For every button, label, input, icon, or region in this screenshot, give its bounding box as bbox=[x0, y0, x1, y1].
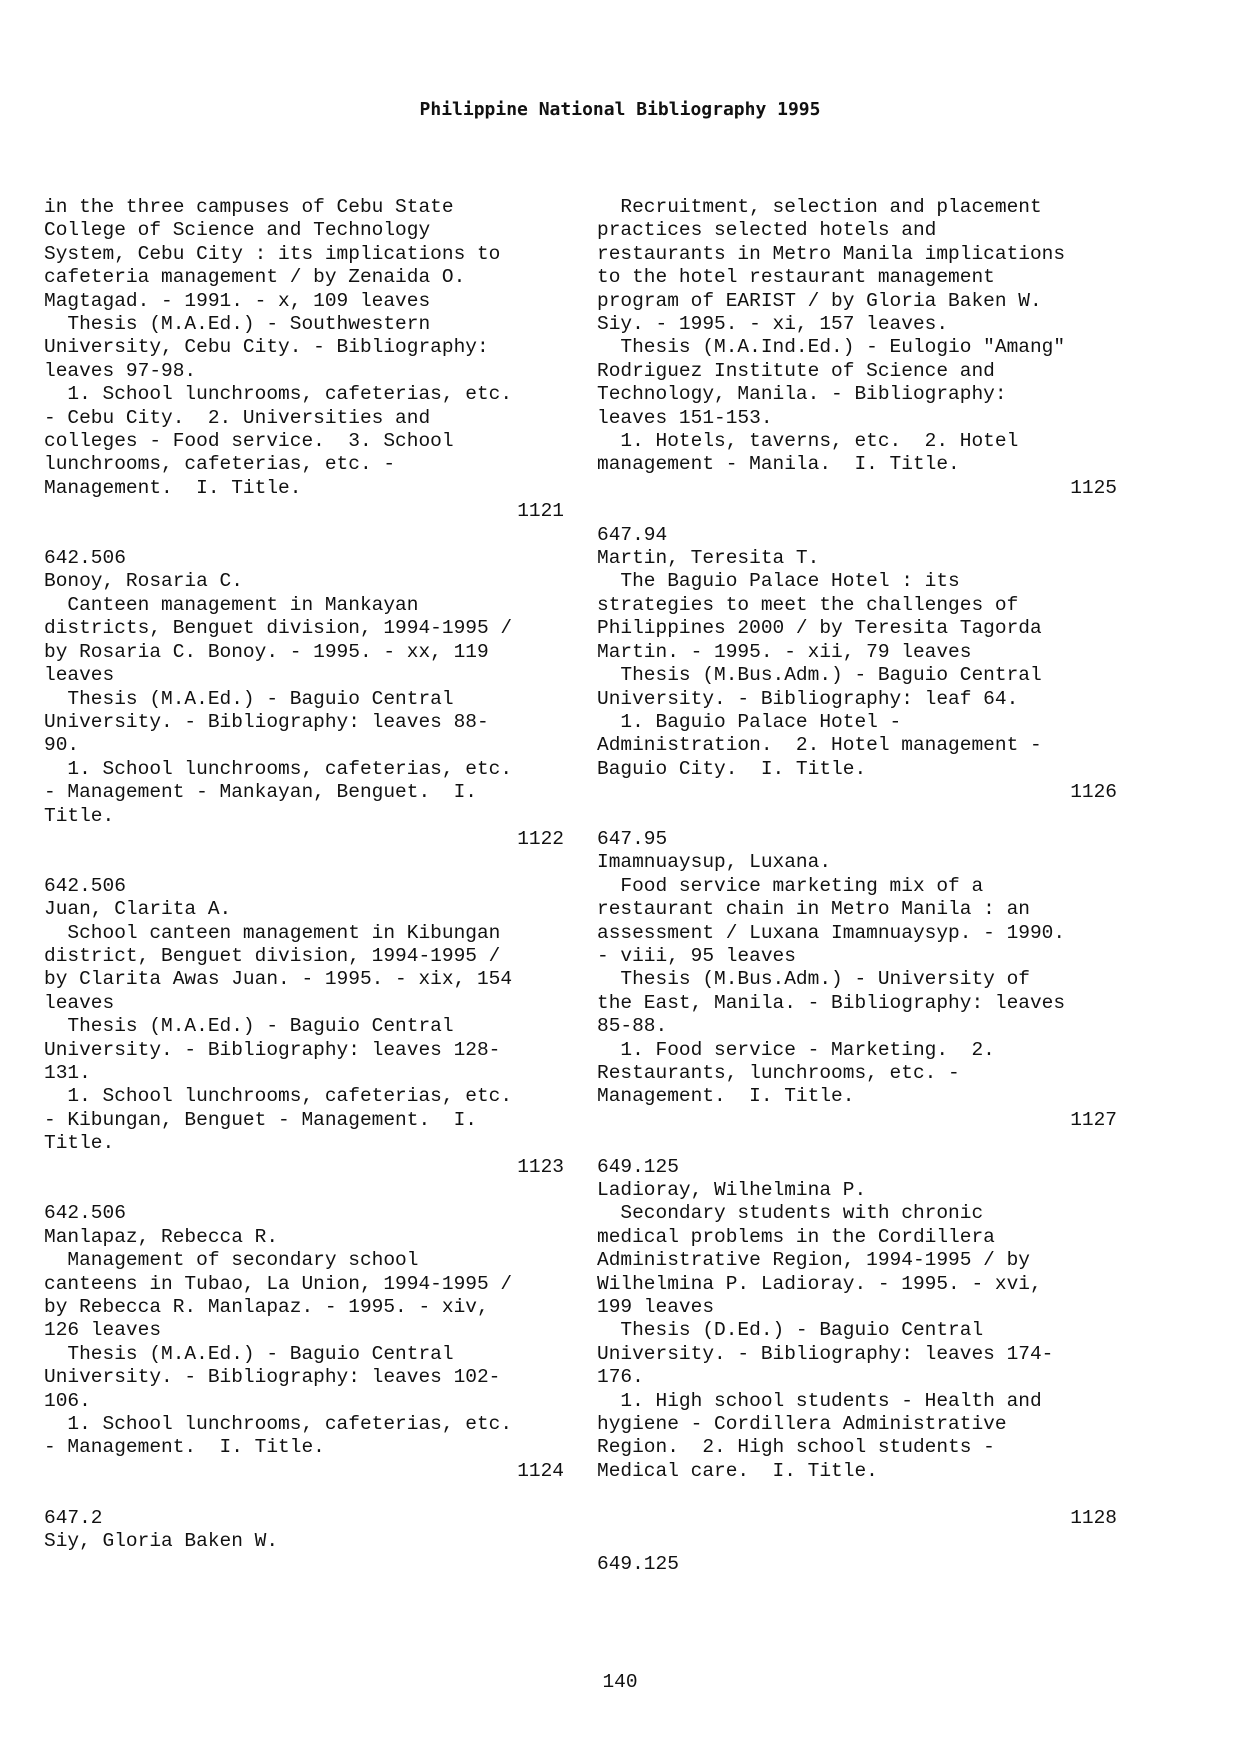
entry-line: 199 leaves bbox=[597, 1296, 715, 1319]
entry-line: Bonoy, Rosaria C. bbox=[44, 570, 243, 593]
entry-line: Thesis (M.A.Ed.) - Baguio Central bbox=[44, 1015, 454, 1038]
entry-line: Recruitment, selection and placement bbox=[597, 196, 1042, 218]
entry-line: colleges - Food service. 3. School bbox=[44, 430, 454, 453]
entry-line: 176. bbox=[597, 1366, 644, 1389]
entry-line: Martin, Teresita T. bbox=[597, 547, 820, 570]
bibliography-entry bbox=[44, 547, 564, 851]
entry-line: University. - Bibliography: leaves 128- bbox=[44, 1038, 501, 1061]
entry-line: Canteen management in Mankayan bbox=[44, 593, 419, 616]
bibliography-entry bbox=[44, 196, 564, 524]
entry-line: 1. School lunchrooms, cafeterias, etc. bbox=[44, 1413, 513, 1436]
bibliography-entry bbox=[44, 1202, 564, 1483]
entry-line: by Rebecca R. Manlapaz. - 1995. - xiv, bbox=[44, 1296, 489, 1319]
entry-number: 1128 bbox=[1070, 1506, 1117, 1529]
entry-line: Title. bbox=[44, 1132, 115, 1155]
entry-line bbox=[597, 1483, 1117, 1506]
entry-line: Region. 2. High school students - bbox=[597, 1436, 995, 1459]
bibliography-entry bbox=[597, 196, 1117, 500]
entry-line: strategies to meet the challenges of bbox=[597, 593, 1019, 616]
entry-line: restaurant chain in Metro Manila : an bbox=[597, 898, 1030, 921]
entry-line: Thesis (M.A.Ed.) - Southwestern bbox=[44, 313, 431, 336]
entry-line: Manlapaz, Rebecca R. bbox=[44, 1225, 279, 1248]
entry-number: 1122 bbox=[517, 827, 564, 850]
entry-line: district, Benguet division, 1994-1995 / bbox=[44, 944, 501, 967]
entry-line: 1. School lunchrooms, cafeterias, etc. bbox=[44, 757, 513, 780]
entry-line: 1. Hotels, taverns, etc. 2. Hotel bbox=[597, 430, 1019, 453]
bibliography-entry bbox=[597, 1553, 1117, 1576]
entry-line: 90. bbox=[44, 734, 80, 757]
entry-line: Siy. - 1995. - xi, 157 leaves. bbox=[597, 313, 949, 336]
entry-line: 642.506 bbox=[44, 1202, 126, 1225]
entry-line: - Cebu City. 2. Universities and bbox=[44, 406, 431, 429]
entry-number: 1123 bbox=[517, 1155, 564, 1178]
entry-line: medical problems in the Cordillera bbox=[597, 1225, 995, 1248]
entry-line: Ladioray, Wilhelmina P. bbox=[597, 1179, 867, 1202]
entry-line: Wilhelmina P. Ladioray. - 1995. - xvi, bbox=[597, 1272, 1042, 1295]
entry-line: 126 leaves bbox=[44, 1319, 162, 1342]
entry-line: Magtagad. - 1991. - x, 109 leaves bbox=[44, 289, 431, 312]
entry-line: Thesis (M.Bus.Adm.) - Baguio Central bbox=[597, 664, 1042, 687]
bibliography-entry bbox=[597, 1156, 1117, 1530]
entry-line: Rodriguez Institute of Science and bbox=[597, 359, 995, 382]
entry-line: Management of secondary school bbox=[44, 1249, 419, 1272]
entry-line: program of EARIST / by Gloria Baken W. bbox=[597, 289, 1042, 312]
entry-number: 1121 bbox=[517, 500, 564, 523]
entry-line: cafeteria management / by Zenaida O. bbox=[44, 266, 466, 289]
entry-line: practices selected hotels and bbox=[597, 219, 937, 242]
entry-line: - viii, 95 leaves bbox=[597, 944, 796, 967]
entry-line: Martin. - 1995. - xii, 79 leaves bbox=[597, 640, 972, 663]
entry-line: - Kibungan, Benguet - Management. I. bbox=[44, 1108, 477, 1131]
entry-line: leaves bbox=[44, 991, 115, 1014]
entry-line: Thesis (M.A.Ed.) - Baguio Central bbox=[44, 687, 454, 710]
entry-line: restaurants in Metro Manila implications bbox=[597, 242, 1066, 265]
entry-line: Administration. 2. Hotel management - bbox=[597, 734, 1042, 757]
entry-line: Medical care. I. Title. bbox=[597, 1459, 878, 1482]
bibliography-entry bbox=[597, 524, 1117, 805]
entry-line: Technology, Manila. - Bibliography: bbox=[597, 383, 1007, 406]
entry-line: 649.125 bbox=[597, 1155, 679, 1178]
page-number: 140 bbox=[602, 1671, 638, 1693]
entry-line: Management. I. Title. bbox=[44, 476, 302, 499]
entry-line: 106. bbox=[44, 1389, 91, 1412]
entry-line: Food service marketing mix of a bbox=[597, 874, 984, 897]
entry-line: leaves bbox=[44, 664, 115, 687]
entry-line: leaves 97-98. bbox=[44, 359, 197, 382]
entry-line: Siy, Gloria Baken W. bbox=[44, 1530, 279, 1553]
entry-line: University. - Bibliography: leaf 64. bbox=[597, 687, 1019, 710]
entry-line: Imamnuaysup, Luxana. bbox=[597, 851, 832, 874]
entry-line: University. - Bibliography: leaves 102- bbox=[44, 1366, 501, 1389]
entry-line: Juan, Clarita A. bbox=[44, 898, 232, 921]
bibliography-entry bbox=[44, 1507, 564, 1554]
entry-line: 642.506 bbox=[44, 547, 126, 570]
entry-line: 1. School lunchrooms, cafeterias, etc. bbox=[44, 383, 513, 406]
entry-line: - Management - Mankayan, Benguet. I. bbox=[44, 781, 477, 804]
page-title: Philippine National Bibliography 1995 bbox=[419, 99, 821, 120]
entry-number: 1125 bbox=[1070, 476, 1117, 499]
entry-line: assessment / Luxana Imamnuaysyp. - 1990. bbox=[597, 921, 1066, 944]
entry-line: Baguio City. I. Title. bbox=[597, 757, 867, 780]
entry-line: management - Manila. I. Title. bbox=[597, 453, 960, 476]
entry-line: 647.95 bbox=[597, 827, 668, 850]
entry-line: - Management. I. Title. bbox=[44, 1436, 325, 1459]
entry-line: Management. I. Title. bbox=[597, 1085, 855, 1108]
entry-line: Restaurants, lunchrooms, etc. - bbox=[597, 1062, 960, 1084]
entry-line: Philippines 2000 / by Teresita Tagorda bbox=[597, 617, 1042, 640]
entry-line: leaves 151-153. bbox=[597, 406, 773, 429]
entry-line: 1. High school students - Health and bbox=[597, 1389, 1042, 1412]
entry-line: 642.506 bbox=[44, 874, 126, 897]
entry-line: to the hotel restaurant management bbox=[597, 266, 995, 289]
left-column bbox=[44, 196, 564, 1577]
entry-line: by Clarita Awas Juan. - 1995. - xix, 154 bbox=[44, 968, 513, 991]
entry-line: School canteen management in Kibungan bbox=[44, 921, 501, 944]
bibliography-entry bbox=[44, 875, 564, 1179]
entry-line: 649.125 bbox=[597, 1553, 679, 1576]
entry-line: 1. School lunchrooms, cafeterias, etc. bbox=[44, 1085, 513, 1108]
entry-number: 1127 bbox=[1070, 1108, 1117, 1131]
entry-number: 1124 bbox=[517, 1459, 564, 1482]
entry-line: by Rosaria C. Bonoy. - 1995. - xx, 119 bbox=[44, 640, 489, 663]
entry-line: 131. bbox=[44, 1062, 91, 1084]
entry-line: Thesis (M.A.Ind.Ed.) - Eulogio "Amang" bbox=[597, 336, 1066, 359]
entry-line: districts, Benguet division, 1994-1995 / bbox=[44, 617, 513, 640]
entry-line: University, Cebu City. - Bibliography: bbox=[44, 336, 489, 359]
entry-line: Thesis (M.Bus.Adm.) - University of bbox=[597, 968, 1030, 991]
entry-line: College of Science and Technology bbox=[44, 219, 431, 242]
entry-line: 647.2 bbox=[44, 1506, 103, 1529]
entry-number: 1126 bbox=[1070, 781, 1117, 804]
entry-line: Title. bbox=[44, 804, 115, 827]
entry-line: 647.94 bbox=[597, 523, 668, 546]
entry-line: canteens in Tubao, La Union, 1994-1995 / bbox=[44, 1272, 513, 1295]
entry-line: hygiene - Cordillera Administrative bbox=[597, 1413, 1007, 1436]
bibliography-entry bbox=[597, 828, 1117, 1132]
right-column bbox=[597, 196, 1117, 1600]
entry-line: System, Cebu City : its implications to bbox=[44, 242, 501, 265]
entry-line: 1. Food service - Marketing. 2. bbox=[597, 1038, 995, 1061]
entry-line: lunchrooms, cafeterias, etc. - bbox=[44, 453, 396, 476]
entry-line: Secondary students with chronic bbox=[597, 1202, 984, 1225]
entry-line: 85-88. bbox=[597, 1015, 668, 1038]
entry-line: University. - Bibliography: leaves 88- bbox=[44, 710, 489, 733]
entry-line: Thesis (M.A.Ed.) - Baguio Central bbox=[44, 1342, 454, 1365]
entry-line: Administrative Region, 1994-1995 / by bbox=[597, 1249, 1030, 1272]
entry-line: University. - Bibliography: leaves 174- bbox=[597, 1342, 1054, 1365]
entry-line: in the three campuses of Cebu State bbox=[44, 196, 454, 218]
entry-line: The Baguio Palace Hotel : its bbox=[597, 570, 960, 593]
entry-line: the East, Manila. - Bibliography: leaves bbox=[597, 991, 1066, 1014]
entry-line: 1. Baguio Palace Hotel - bbox=[597, 710, 902, 733]
entry-line: Thesis (D.Ed.) - Baguio Central bbox=[597, 1319, 984, 1342]
